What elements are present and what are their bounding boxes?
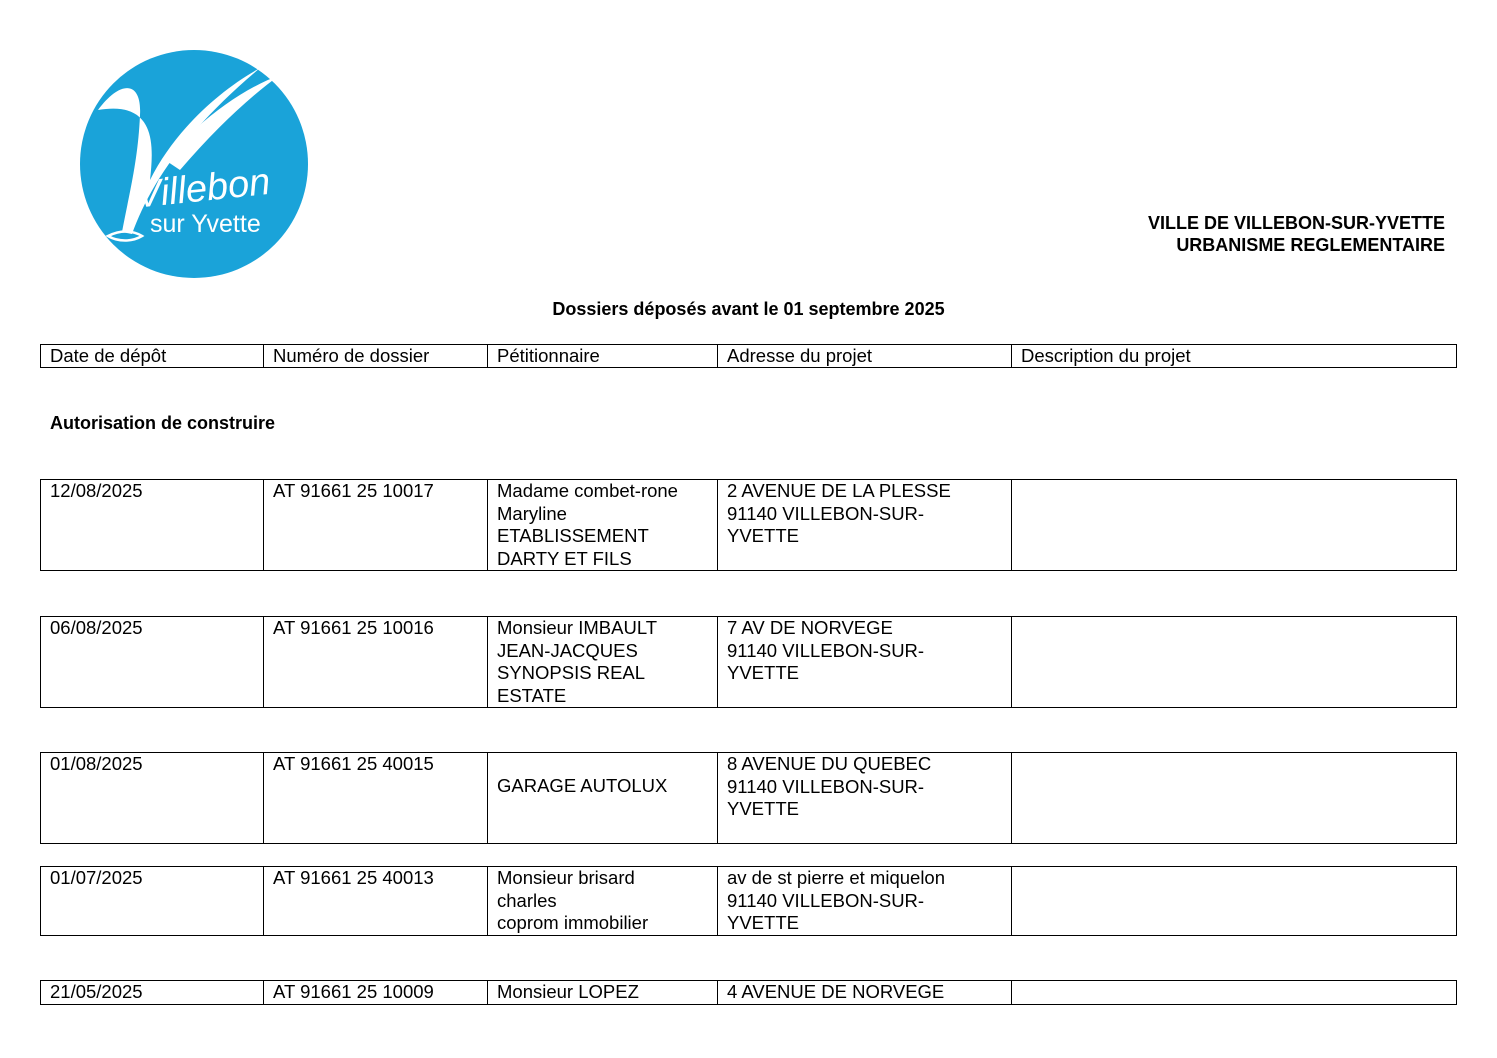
cell-petitionnaire: Madame combet-rone Maryline ETABLISSEMENT DARTY ET FILS (488, 480, 718, 571)
cell-petitionnaire: Monsieur brisard charles coprom immobilier (488, 867, 718, 936)
cell-adresse: av de st pierre et miquelon 91140 VILLEBON-SUR- YVETTE (718, 867, 1012, 936)
record-table (40, 752, 1457, 844)
logo-text-line2: sur Yvette (150, 210, 261, 238)
cell-numero: AT 91661 25 40015 (264, 753, 488, 844)
table-row (41, 480, 1457, 571)
record-table (40, 479, 1457, 571)
column-header-table (40, 344, 1457, 368)
column-header-description: Description du projet (1012, 345, 1457, 368)
column-header-date: Date de dépôt (41, 345, 264, 368)
record-table (40, 866, 1457, 936)
org-department: URBANISME REGLEMENTAIRE (1176, 235, 1445, 255)
cell-date: 06/08/2025 (41, 617, 264, 708)
cell-petitionnaire: GARAGE AUTOLUX (488, 753, 718, 844)
cell-adresse: 8 AVENUE DU QUEBEC 91140 VILLEBON-SUR- YVETTE (718, 753, 1012, 844)
column-header-row (41, 345, 1457, 368)
cell-date: 21/05/2025 (41, 981, 264, 1005)
cell-description (1012, 867, 1457, 936)
cell-date: 12/08/2025 (41, 480, 264, 571)
cell-adresse: 7 AV DE NORVEGE 91140 VILLEBON-SUR- YVETTE (718, 617, 1012, 708)
cell-adresse: 4 AVENUE DE NORVEGE (718, 981, 1012, 1005)
column-header-adresse: Adresse du projet (718, 345, 1012, 368)
record-table (40, 616, 1457, 708)
column-header-numero: Numéro de dossier (264, 345, 488, 368)
cell-description (1012, 617, 1457, 708)
cell-adresse: 2 AVENUE DE LA PLESSE 91140 VILLEBON-SUR- YVETTE (718, 480, 1012, 571)
record-table (40, 980, 1457, 1005)
table-row (41, 617, 1457, 708)
cell-description (1012, 753, 1457, 844)
section-title: Autorisation de construire (50, 413, 276, 433)
cell-petitionnaire: Monsieur LOPEZ (488, 981, 718, 1005)
table-row (41, 867, 1457, 936)
organisation-header (1148, 212, 1445, 256)
cell-date: 01/08/2025 (41, 753, 264, 844)
cell-numero: AT 91661 25 10016 (264, 617, 488, 708)
page-title: Dossiers déposés avant le 01 septembre 2025 (552, 299, 945, 319)
logo-text-line1: Villebon (134, 160, 273, 217)
table-row (41, 753, 1457, 844)
villebon-logo (70, 40, 320, 285)
cell-date: 01/07/2025 (41, 867, 264, 936)
cell-numero: AT 91661 25 10009 (264, 981, 488, 1005)
column-header-petitionnaire: Pétitionnaire (488, 345, 718, 368)
cell-numero: AT 91661 25 10017 (264, 480, 488, 571)
cell-description (1012, 480, 1457, 571)
cell-petitionnaire: Monsieur IMBAULT JEAN-JACQUES SYNOPSIS REAL ESTATE (488, 617, 718, 708)
table-row (41, 981, 1457, 1005)
org-name: VILLE DE VILLEBON-SUR-YVETTE (1147, 213, 1445, 233)
cell-numero: AT 91661 25 40013 (264, 867, 488, 936)
logo-circle (80, 50, 308, 278)
cell-description (1012, 981, 1457, 1005)
